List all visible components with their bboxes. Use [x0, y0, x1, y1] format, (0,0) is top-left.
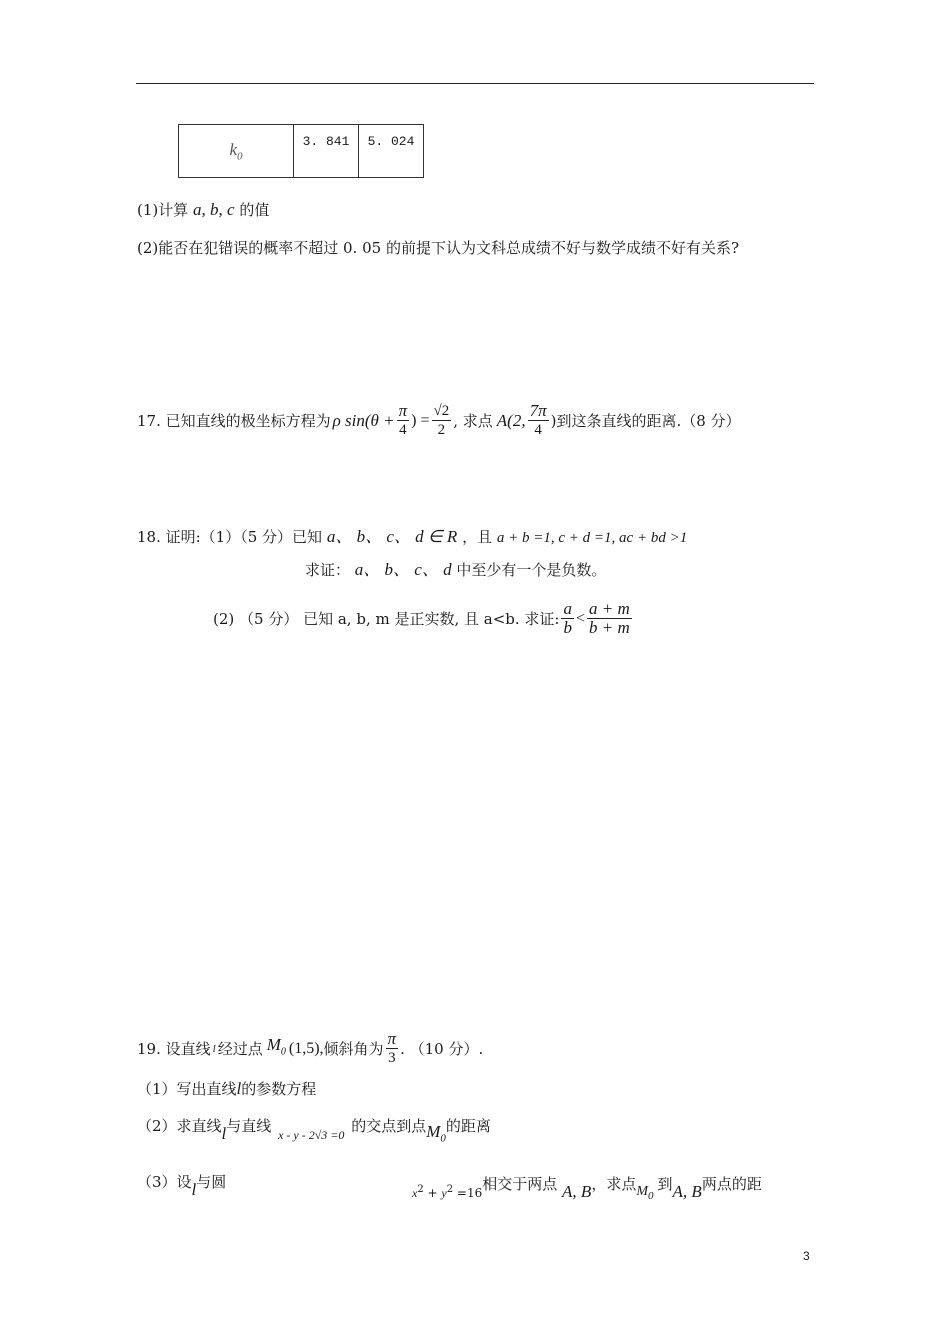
critical-value-table	[178, 124, 424, 178]
fraction-pi-4: $\frac{\pi}{4}$	[398, 401, 408, 438]
q16-part2: (2)能否在犯错误的概率不超过 0. 05 的前提下认为文科总成绩不好与数学成绩不好有关系?	[137, 239, 739, 257]
fraction-am-bm: $\frac{a + m}{b + m}$	[589, 599, 630, 637]
question-19-part3-cont: $_{x^2 + y^2 =16}$相交于两点 A, B，求点$M_0$到A, B两点的距	[412, 1175, 762, 1202]
question-19: 19. 设直线 l 经过点 $M_0$ (1,5), 倾斜角为 $\frac{\pi}{3}$ . （10 分）.	[137, 1029, 484, 1066]
page-number: 3	[803, 1249, 810, 1263]
header-rule	[136, 83, 814, 84]
fraction-pi-3: $\frac{\pi}{3}$	[387, 1029, 397, 1066]
question-19-part3: （3）设l与圆	[137, 1173, 227, 1199]
q16-part1: (1)计算 a, b, c 的值	[137, 200, 270, 219]
question-19-part1: （1）写出直线l的参数方程	[137, 1079, 317, 1098]
fraction-a-b: $\frac{a}{b}$	[563, 599, 572, 637]
fraction-7pi-4: $\frac{7\pi}{4}$	[529, 401, 547, 438]
table-cell: 5. 024	[359, 125, 424, 178]
question-17: 17. 已知直线的极坐标方程为 ρ sin(θ + $\frac{\pi}{4}$ ) = $\frac{√2}{2}$ , 求点 A(2, $\frac{7\pi}{4}$ )到这条直线的距离.（8 分）	[137, 401, 741, 438]
question-18-part1: 18. 证明:（1）（5 分）已知 a、 b、 c、 d ∈ R ，且 a + b =1, c + d =1, ac + bd >1	[137, 527, 688, 546]
fraction-sqrt2-2: $\frac{√2}{2}$	[433, 403, 450, 438]
circle-equation: x2 + y2 =16	[412, 1184, 483, 1200]
question-18-part2: (2) （5 分） 已知 a, b, m 是正实数, 且 a<b. 求证: $\frac{a}{b}$ < $\frac{a + m}{b + m}$	[213, 599, 630, 637]
question-19-part2: （2）求直线l与直线 $_{x - y - 2√3 =0}$ 的交点到点$M_0$的距离	[137, 1117, 491, 1145]
table-row	[179, 125, 424, 178]
question-18-prove: 求证： a、 b、 c、 d 中至少有一个是负数。	[305, 560, 607, 579]
table-header-cell: $k_0$	[179, 125, 294, 178]
table-cell: 3. 841	[294, 125, 359, 178]
